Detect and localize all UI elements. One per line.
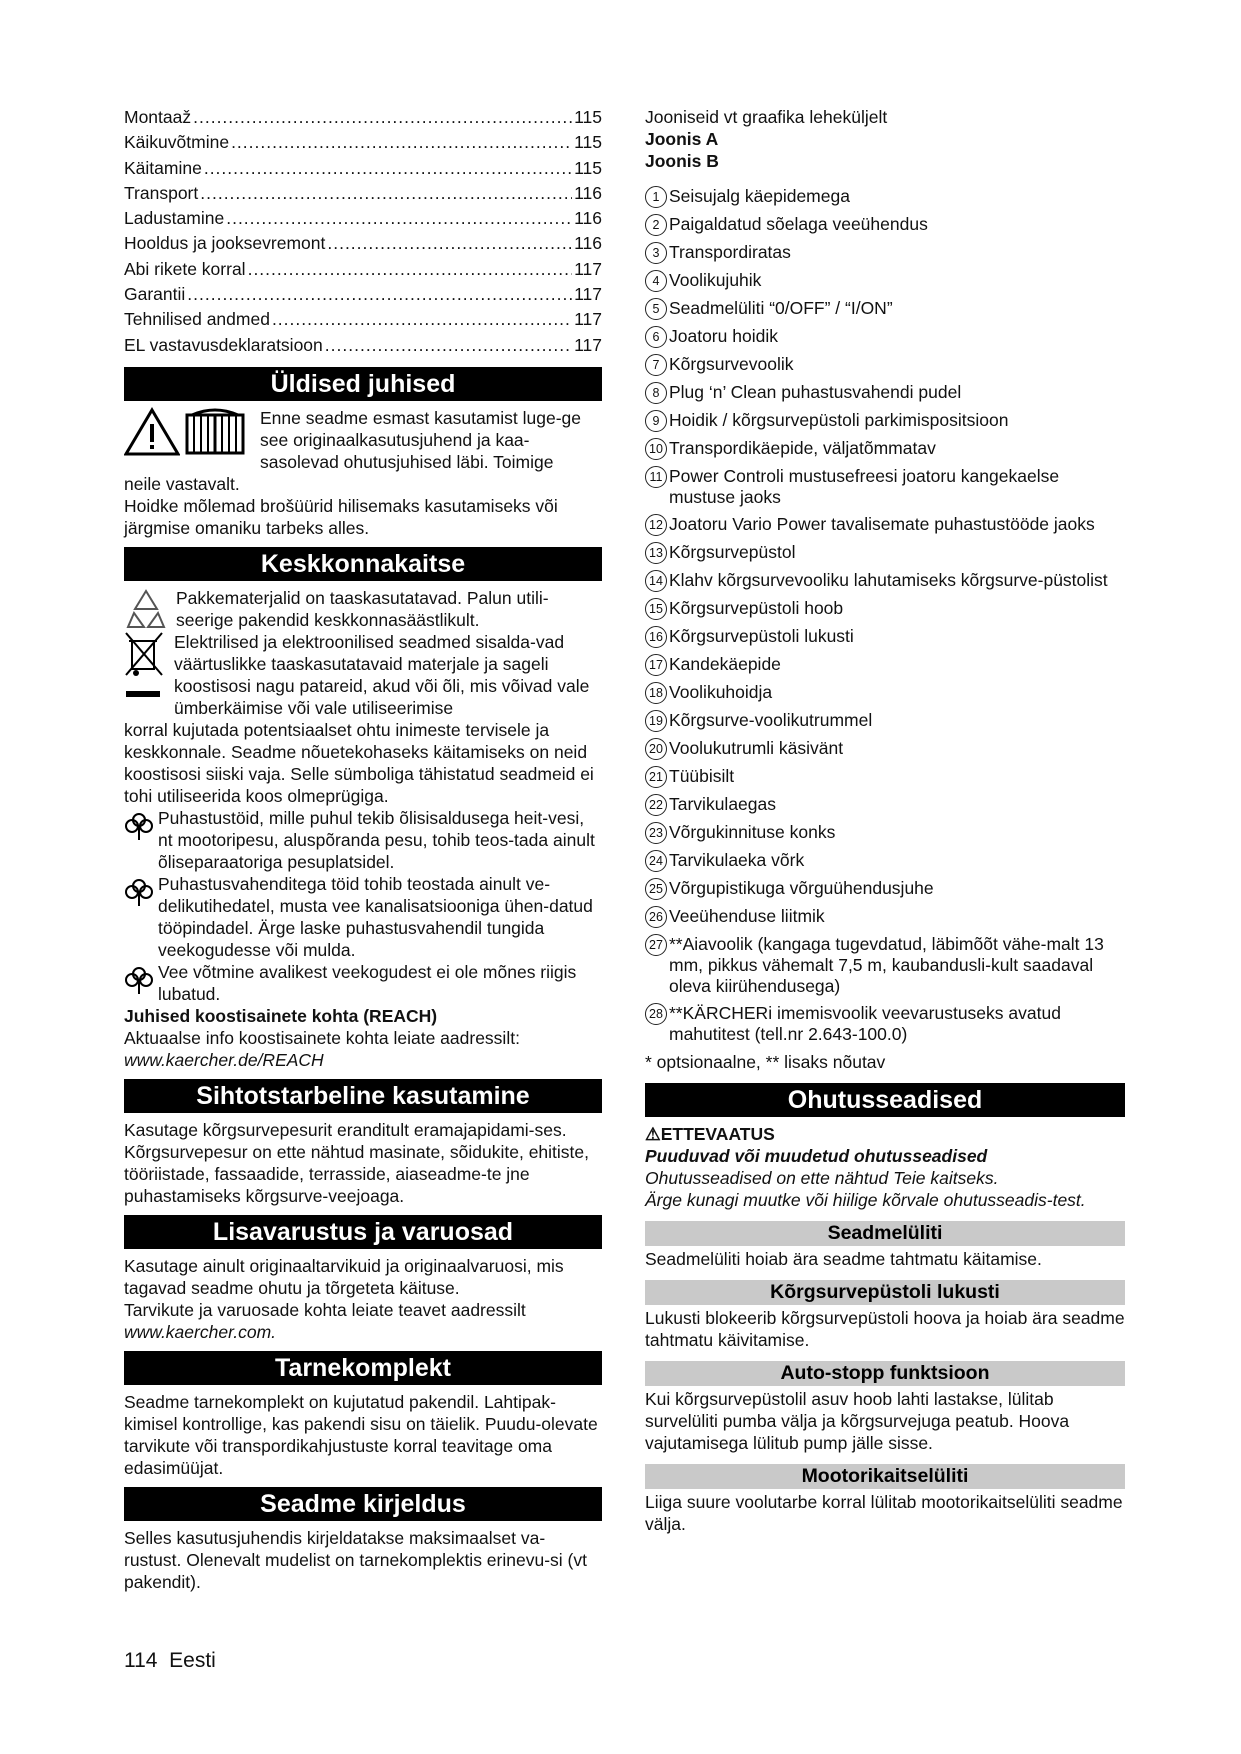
toc-row[interactable] bbox=[124, 207, 602, 232]
legend-text: Kõrgsurvevoolik bbox=[669, 354, 794, 374]
toc-dots bbox=[204, 157, 572, 179]
toc-row[interactable] bbox=[124, 131, 602, 156]
reach-url[interactable]: www.kaercher.de/REACH bbox=[124, 1049, 324, 1070]
legend-number: 21 bbox=[645, 766, 667, 788]
oil-note bbox=[124, 807, 602, 873]
packaging-text: Pakkematerjalid on taaskasutatavad. Palun utili-seerige pakendid keskkonnasäästlikult. bbox=[176, 587, 549, 630]
toc-page: 115 bbox=[574, 157, 602, 178]
legend-number: 5 bbox=[645, 298, 667, 320]
auto-stop-text: Kui kõrgsurvepüstolil asuv hoob lahti lastakse, lülitab survelüliti pumba välja ja kõrgsurvejuga peatub. Hoova vajutamisega lülitub pump jälle sisse. bbox=[645, 1389, 1070, 1453]
legend-item bbox=[645, 766, 1125, 788]
warning-triangle-icon bbox=[124, 407, 180, 457]
legend-item bbox=[645, 514, 1125, 536]
environment-tree-icon bbox=[124, 811, 154, 841]
legend-text: Tüübisilt bbox=[669, 766, 735, 786]
legend-number: 18 bbox=[645, 682, 667, 704]
legend-text: Voolikujuhik bbox=[669, 270, 762, 290]
section-heading-general: Üldised juhised bbox=[124, 367, 602, 401]
legend-number: 13 bbox=[645, 542, 667, 564]
oil-text: Puhastustöid, mille puhul tekib õlisisaldusega heit-vesi, nt mootoripesu, aluspõranda pesu, tohib teos-tada ainult õliseparaatoriga pesuplatsidel. bbox=[158, 807, 595, 872]
legend-text: Kõrgsurvepüstoli lukusti bbox=[669, 626, 854, 646]
legend-item bbox=[645, 410, 1125, 432]
caution-triangle-icon: ⚠ bbox=[645, 1124, 661, 1144]
detergent-text: Puhastusvahenditega töid tohib teostada ainult ve-delikutihedatel, musta vee kanalisatsiooniga ühen-datud tööpindadel. Ärge laske puhastusvahendil tungida veekogudesse või mulda. bbox=[158, 873, 593, 960]
toc-row[interactable] bbox=[124, 157, 602, 182]
electrical-text: Elektrilised ja elektroonilised seadmed sisalda-vad väärtuslikke taaskasutatavaid materjale ja sageli koostisosi nagu patareid, akud või õli, mis võivad vale ümberkäimise või vale utiliseerimise bbox=[174, 631, 590, 718]
legend-item bbox=[645, 382, 1125, 404]
legend-item bbox=[645, 186, 1125, 208]
legend-text: Tarvikulaeka võrk bbox=[669, 850, 805, 870]
legend-text: Hoidik / kõrgsurvepüstoli parkimispositsioon bbox=[669, 410, 1009, 430]
legend-number: 24 bbox=[645, 850, 667, 872]
legend-text: Seadmelüliti “0/OFF” / “I/ON” bbox=[669, 298, 893, 318]
section-heading-environment: Keskkonnakaitse bbox=[124, 547, 602, 581]
legend-item bbox=[645, 738, 1125, 760]
gun-lock-text: Lukusti blokeerib kõrgsurvepüstoli hoova ja hoiab ära seadme tahtmatu käivitamise. bbox=[645, 1308, 1125, 1350]
toc-page: 116 bbox=[574, 182, 602, 203]
legend-text: Kõrgsurve-voolikutrummel bbox=[669, 710, 873, 730]
toc-page: 115 bbox=[574, 107, 602, 127]
toc-dots bbox=[327, 232, 572, 254]
toc-dots bbox=[248, 258, 573, 280]
caution-text-2: Ärge kunagi muutke või hiilige kõrvale ohutusseadis-test. bbox=[645, 1190, 1086, 1210]
legend-item bbox=[645, 934, 1125, 997]
legend-text: Tarvikulaegas bbox=[669, 794, 776, 814]
legend-number: 11 bbox=[645, 466, 667, 488]
toc-row[interactable] bbox=[124, 232, 602, 257]
legend-text: Võrgupistikuga võrguühendusjuhe bbox=[669, 878, 934, 898]
legend-text: Seisujalg käepidemega bbox=[669, 186, 850, 206]
toc-page: 117 bbox=[574, 258, 602, 279]
legend-number: 4 bbox=[645, 270, 667, 292]
figure-b-label: Joonis B bbox=[645, 151, 719, 171]
toc-row[interactable] bbox=[124, 106, 602, 131]
toc-page: 117 bbox=[574, 334, 602, 355]
legend-text: Veeühenduse liitmik bbox=[669, 906, 825, 926]
toc-title: Montaaž bbox=[124, 107, 192, 127]
device-switch-text: Seadmelüliti hoiab ära seadme tahtmatu käitamise. bbox=[645, 1249, 1042, 1269]
general-text: Enne seadme esmast kasutamist luge-ge see originaalkasutusjuhend ja kaa-sasolevad ohutusjuhised läbi. Toimige bbox=[260, 407, 581, 472]
legend-number: 20 bbox=[645, 738, 667, 760]
legend-text: **Aiavoolik (kangaga tugevdatud, läbimõõt vähe-malt 13 mm, pikkus vähemalt 7,5 m, kaubandusli-kult saadaval oleva kiirühendusega) bbox=[669, 934, 1104, 996]
toc-dots bbox=[193, 106, 572, 128]
legend-number: 8 bbox=[645, 382, 667, 404]
reach-title: Juhised koostisainete kohta (REACH) bbox=[124, 1005, 438, 1026]
toc-row[interactable] bbox=[124, 308, 602, 333]
legend-text: **KÄRCHERi imemisvoolik veevarustuseks avatud mahutitest (tell.nr 2.643-100.0) bbox=[669, 1003, 1061, 1044]
legend-number: 6 bbox=[645, 326, 667, 348]
reach-text: Aktuaalse info koostisainete kohta leiate aadressilt: bbox=[124, 1027, 520, 1048]
section-heading-accessories: Lisavarustus ja varuosad bbox=[124, 1215, 602, 1249]
legend-item bbox=[645, 438, 1125, 460]
figure-a-label: Joonis A bbox=[645, 129, 719, 149]
legend-text: Transpordikäepide, väljatõmmatav bbox=[669, 438, 936, 458]
legend-item bbox=[645, 270, 1125, 292]
legend-number: 27 bbox=[645, 934, 667, 956]
section-heading-safety: Ohutusseadised bbox=[645, 1083, 1125, 1117]
legend-text: Plug ‘n’ Clean puhastusvahendi pudel bbox=[669, 382, 962, 402]
subheading-gun-lock: Kõrgsurvepüstoli lukusti bbox=[645, 1280, 1125, 1305]
legend-number: 2 bbox=[645, 214, 667, 236]
parts-legend bbox=[645, 186, 1125, 1045]
legend-number: 10 bbox=[645, 438, 667, 460]
legend-number: 9 bbox=[645, 410, 667, 432]
legend-text: Transpordiratas bbox=[669, 242, 791, 262]
environment-tree-icon bbox=[124, 965, 154, 995]
toc-row[interactable] bbox=[124, 283, 602, 308]
intended-text-2: Kõrgsurvepesur on ette nähtud masinate, sõidukite, ehitiste, tööriistade, fassaadide, terrasside, aiaseadme-te jne puhastamiseks kõrgsurve-veejoaga. bbox=[124, 1141, 589, 1206]
legend-item bbox=[645, 794, 1125, 816]
subheading-motor-protection: Mootorikaitselüliti bbox=[645, 1464, 1125, 1489]
legend-text: Kõrgsurvepüstol bbox=[669, 542, 796, 562]
legend-number: 26 bbox=[645, 906, 667, 928]
packaging-note bbox=[124, 587, 602, 631]
caution-text-1: Ohutusseadised on ette nähtud Teie kaitseks. bbox=[645, 1168, 999, 1188]
toc-title: Käikuvõtmine bbox=[124, 132, 230, 153]
legend-number: 1 bbox=[645, 186, 667, 208]
toc-title: EL vastavusdeklaratsioon bbox=[124, 334, 323, 355]
accessories-text-2: Tarvikute ja varuosade kohta leiate teavet aadressilt bbox=[124, 1299, 526, 1320]
legend-text: Power Controli mustusefreesi joatoru kangekaelse mustuse jaoks bbox=[669, 466, 1060, 507]
general-text-2: Hoidke mõlemad brošüürid hilisemaks kasutamiseks või järgmise omaniku tarbeks alles. bbox=[124, 495, 558, 538]
legend-item bbox=[645, 654, 1125, 676]
legend-number: 22 bbox=[645, 794, 667, 816]
toc-title: Ladustamine bbox=[124, 208, 225, 229]
crossed-bin-icon bbox=[124, 631, 164, 715]
accessories-text-1: Kasutage ainult originaaltarvikuid ja originaalvaruosi, mis tagavad seadme ohutu ja tõrgeteta käituse. bbox=[124, 1255, 564, 1298]
legend-item bbox=[645, 298, 1125, 320]
legend-item bbox=[645, 542, 1125, 564]
toc-page: 116 bbox=[574, 208, 602, 229]
toc-title: Hooldus ja jooksevremont bbox=[124, 233, 326, 254]
legend-text: Joatoru hoidik bbox=[669, 326, 778, 346]
legend-item bbox=[645, 598, 1125, 620]
table-of-contents bbox=[124, 106, 602, 359]
legend-number: 25 bbox=[645, 878, 667, 900]
description-text: Selles kasutusjuhendis kirjeldatakse maksimaalset va-rustust. Olenevalt mudelist on tarnekomplektis erinevu-si (vt pakendit). bbox=[124, 1527, 587, 1592]
subheading-auto-stop: Auto-stopp funktsioon bbox=[645, 1361, 1125, 1386]
legend-number: 3 bbox=[645, 242, 667, 264]
legend-number: 12 bbox=[645, 514, 667, 536]
toc-title: Garantii bbox=[124, 284, 186, 305]
page-number: 114 bbox=[124, 1649, 158, 1672]
toc-page: 117 bbox=[574, 284, 602, 305]
legend-text: Võrgukinnituse konks bbox=[669, 822, 836, 842]
general-text-cont: neile vastavalt. bbox=[124, 473, 240, 494]
caution-title: Puuduvad või muudetud ohutusseadised bbox=[645, 1146, 988, 1166]
legend-item bbox=[645, 326, 1125, 348]
left-column bbox=[124, 106, 602, 1593]
toc-page: 115 bbox=[574, 132, 602, 153]
legend-number: 16 bbox=[645, 626, 667, 648]
legend-number: 28 bbox=[645, 1003, 667, 1025]
legend-text: Voolikuhoidja bbox=[669, 682, 773, 702]
toc-title: Abi rikete korral bbox=[124, 258, 246, 279]
legend-item bbox=[645, 878, 1125, 900]
toc-dots bbox=[226, 207, 572, 229]
legend-text: Joatoru Vario Power tavalisemate puhastustööde jaoks bbox=[669, 514, 1095, 534]
legend-item bbox=[645, 626, 1125, 648]
water-text: Vee võtmine avalikest veekogudest ei ole mõnes riigis lubatud. bbox=[158, 961, 577, 1004]
legend-number: 15 bbox=[645, 598, 667, 620]
legend-text: Klahv kõrgsurvevooliku lahutamiseks kõrgsurve-püstolist bbox=[669, 570, 1108, 590]
legend-note: * optsionaalne, ** lisaks nõutav bbox=[645, 1052, 886, 1072]
legend-number: 23 bbox=[645, 822, 667, 844]
toc-dots bbox=[272, 308, 572, 330]
legend-item bbox=[645, 466, 1125, 508]
toc-dots bbox=[200, 182, 572, 204]
toc-dots bbox=[231, 131, 572, 153]
environment-tree-icon bbox=[124, 877, 154, 907]
legend-item bbox=[645, 1003, 1125, 1045]
legend-item bbox=[645, 242, 1125, 264]
intended-text-1: Kasutage kõrgsurvepesurit eranditult eramajapidami-ses. bbox=[124, 1119, 567, 1140]
section-heading-delivery: Tarnekomplekt bbox=[124, 1351, 602, 1385]
water-note bbox=[124, 961, 602, 1005]
toc-title: Transport bbox=[124, 182, 199, 203]
electrical-text-cont: korral kujutada potentsiaalset ohtu inimeste tervisele ja keskkonnale. Seadme nõuetekohaseks käitamiseks on neid koostisosi siiski vaja. Selle sümboliga tähistatud seadmeid ei tohi utiliseerida koos olmeprügiga. bbox=[124, 719, 594, 806]
general-notice bbox=[124, 407, 602, 473]
toc-row[interactable] bbox=[124, 258, 602, 283]
recycle-icon bbox=[124, 587, 168, 631]
right-column bbox=[645, 106, 1125, 1535]
toc-title: Käitamine bbox=[124, 157, 202, 178]
legend-number: 19 bbox=[645, 710, 667, 732]
figures-intro: Jooniseid vt graafika leheküljelt bbox=[645, 107, 888, 127]
legend-text: Kõrgsurvepüstoli hoob bbox=[669, 598, 844, 618]
toc-page: 117 bbox=[574, 309, 602, 330]
legend-item bbox=[645, 906, 1125, 928]
legend-number: 7 bbox=[645, 354, 667, 376]
toc-dots bbox=[187, 283, 572, 305]
accessories-url[interactable]: www.kaercher.com. bbox=[124, 1321, 277, 1342]
section-heading-intended-use: Sihtotstarbeline kasutamine bbox=[124, 1079, 602, 1113]
page-language: Eesti bbox=[169, 1649, 216, 1672]
legend-text: Kandekäepide bbox=[669, 654, 781, 674]
section-heading-description: Seadme kirjeldus bbox=[124, 1487, 602, 1521]
legend-item bbox=[645, 570, 1125, 592]
legend-item bbox=[645, 710, 1125, 732]
toc-page: 116 bbox=[574, 233, 602, 254]
legend-text: Paigaldatud sõelaga veeühendus bbox=[669, 214, 928, 234]
toc-row[interactable] bbox=[124, 334, 602, 359]
legend-item bbox=[645, 214, 1125, 236]
page-footer bbox=[124, 1650, 216, 1672]
electrical-note bbox=[124, 631, 602, 719]
caution-label bbox=[645, 1123, 1125, 1145]
motor-protection-text: Liiga suure voolutarbe korral lülitab mootorikaitselüliti seadme välja. bbox=[645, 1492, 1123, 1534]
manual-book-icon bbox=[184, 407, 246, 457]
toc-title: Tehnilised andmed bbox=[124, 309, 270, 330]
legend-item bbox=[645, 682, 1125, 704]
legend-number: 14 bbox=[645, 570, 667, 592]
toc-row[interactable] bbox=[124, 182, 602, 207]
caution-text: ETTEVAATUS bbox=[660, 1124, 775, 1144]
detergent-note bbox=[124, 873, 602, 961]
subheading-device-switch: Seadmelüliti bbox=[645, 1221, 1125, 1246]
legend-item bbox=[645, 354, 1125, 376]
toc-dots bbox=[325, 334, 572, 356]
legend-number: 17 bbox=[645, 654, 667, 676]
legend-item bbox=[645, 822, 1125, 844]
legend-text: Voolukutrumli käsivänt bbox=[669, 738, 844, 758]
delivery-text: Seadme tarnekomplekt on kujutatud pakendil. Lahtipak-kimisel kontrollige, kas pakendi sisu on täielik. Puudu-olevate tarvikute või transpordikahjustuste korral teavitage oma edasimüüjat. bbox=[124, 1391, 598, 1478]
legend-item bbox=[645, 850, 1125, 872]
